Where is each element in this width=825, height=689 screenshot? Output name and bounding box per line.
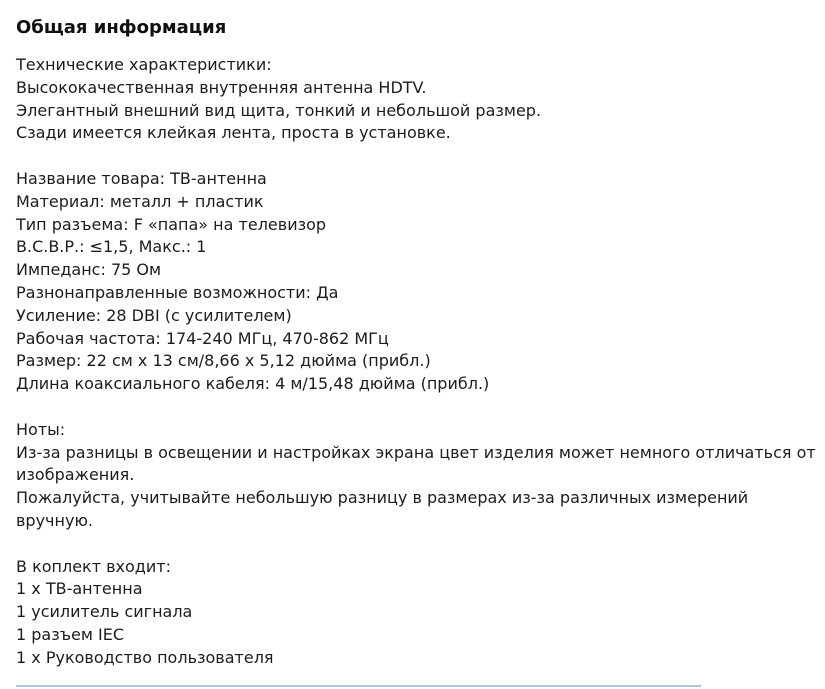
tech-line: Высококачественная внутренняя антенна HDTV. <box>16 77 427 97</box>
spec-item: Размер: 22 см x 13 см/8,66 x 5,12 дюйма (прибл.) <box>16 351 431 371</box>
spec-item: Разнонаправленные возможности: Да <box>16 282 339 302</box>
tech-specs-heading: Технические характеристики: <box>16 55 272 74</box>
bottom-divider <box>16 685 701 687</box>
spec-item: Длина коаксиального кабеля: 4 м/15,48 дюйма (прибл.) <box>16 374 490 394</box>
spec-item: Импеданс: 75 Ом <box>16 260 162 280</box>
spec-item: Материал: металл + пластик <box>16 191 264 211</box>
spec-item: Название товара: ТВ-антенна <box>16 168 267 188</box>
spec-item: В.С.В.Р.: ≤1,5, Макс.: 1 <box>16 237 207 257</box>
spec-list <box>16 168 816 396</box>
tech-line: Сзади имеется клейкая лента, проста в установке. <box>16 123 451 143</box>
section-title: Общая информация <box>16 17 227 38</box>
spacer <box>16 533 816 556</box>
spacer <box>16 145 816 168</box>
note-item: Из-за разницы в освещении и настройках экрана цвет изделия может немного отличаться от изображения. <box>16 442 816 485</box>
product-description <box>16 14 816 670</box>
notes-heading: Ноты: <box>16 419 66 439</box>
tech-line: Элегантный внешний вид щита, тонкий и небольшой размер. <box>16 100 542 120</box>
notes-block <box>16 419 816 533</box>
kit-block <box>16 556 816 670</box>
spacer <box>16 396 816 419</box>
kit-item: 1 усилитель сигнала <box>16 602 193 622</box>
kit-item: 1 x ТВ-антенна <box>16 579 143 599</box>
kit-heading: В коплект входит: <box>16 556 171 576</box>
kit-item: 1 разъем IEC <box>16 624 125 644</box>
note-item: Пожалуйста, учитывайте небольшую разницу в размерах из-за различных измерений вручную. <box>16 488 749 530</box>
kit-item: 1 x Руководство пользователя <box>16 647 274 667</box>
spec-item: Рабочая частота: 174-240 МГц, 470-862 МГц <box>16 328 389 348</box>
spec-item: Усиление: 28 DBI (с усилителем) <box>16 305 292 325</box>
spec-item: Тип разъема: F «папа» на телевизор <box>16 214 327 234</box>
tech-specs-block <box>16 54 816 145</box>
